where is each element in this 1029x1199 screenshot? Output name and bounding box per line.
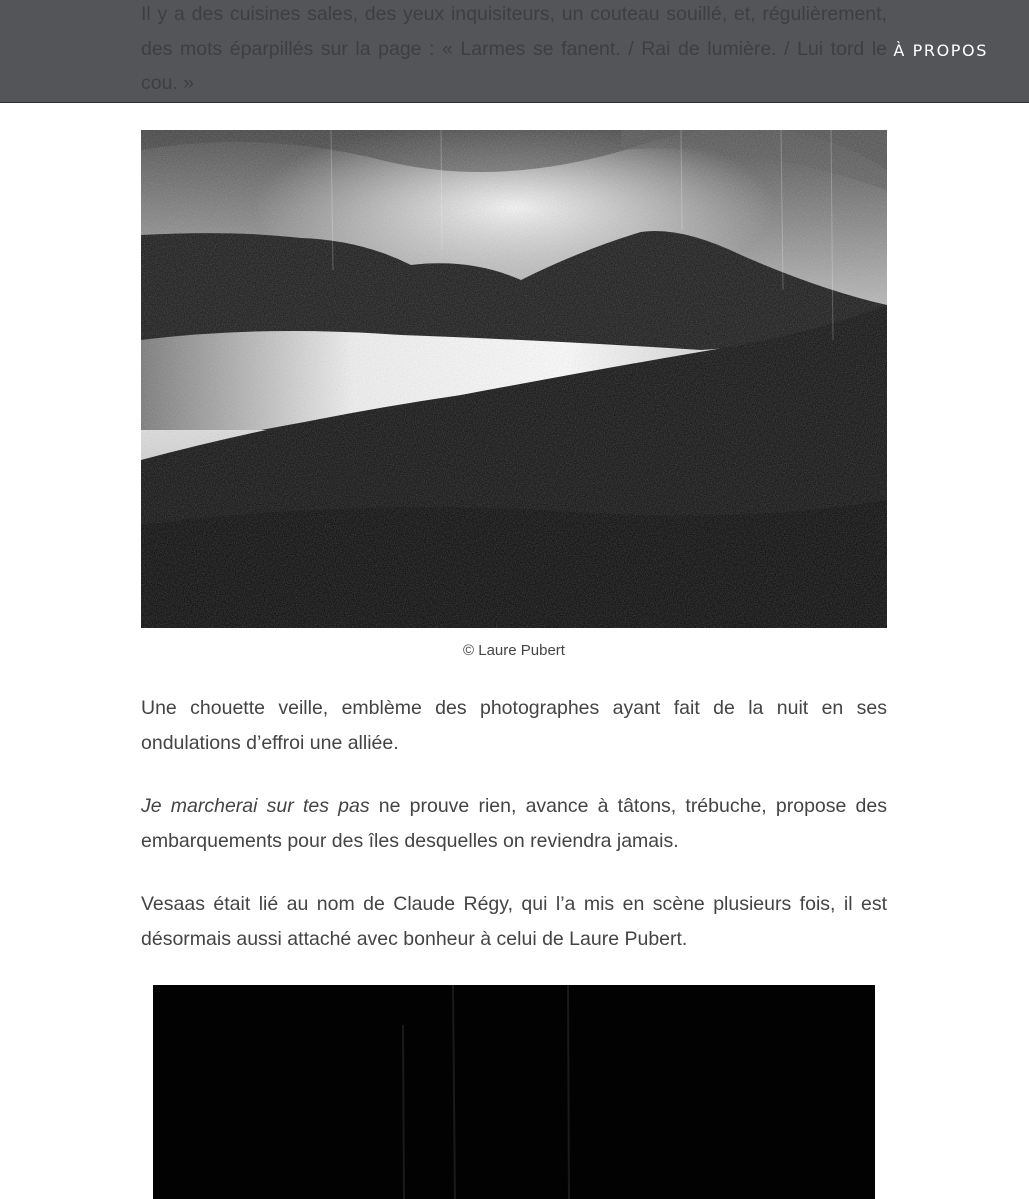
book-title: Je marcherai sur tes pas bbox=[141, 795, 370, 817]
paragraph-owl: Une chouette veille, emblème des photographes ayant fait de la nuit en ses ondulations d’effroi une alliée. bbox=[141, 697, 887, 754]
photo-caption: © Laure Pubert bbox=[463, 642, 565, 659]
dark-photo bbox=[153, 985, 875, 1199]
top-navigation-bar bbox=[0, 0, 1029, 103]
paragraph-vesaas: Vesaas était lié au nom de Claude Régy, qui l’a mis en scène plusieurs fois, il est désormais aussi attaché avec bonheur à celui de Laure Pubert. bbox=[141, 893, 887, 950]
landscape-photo bbox=[141, 130, 887, 628]
nav-about-link[interactable]: À PROPOS bbox=[893, 41, 988, 60]
paragraph-book bbox=[141, 789, 887, 858]
paragraph-book-text: ne prouve rien, avance à tâtons, trébuche, propose des embarquements pour des îles desquelles on reviendra jamais. bbox=[141, 795, 887, 852]
